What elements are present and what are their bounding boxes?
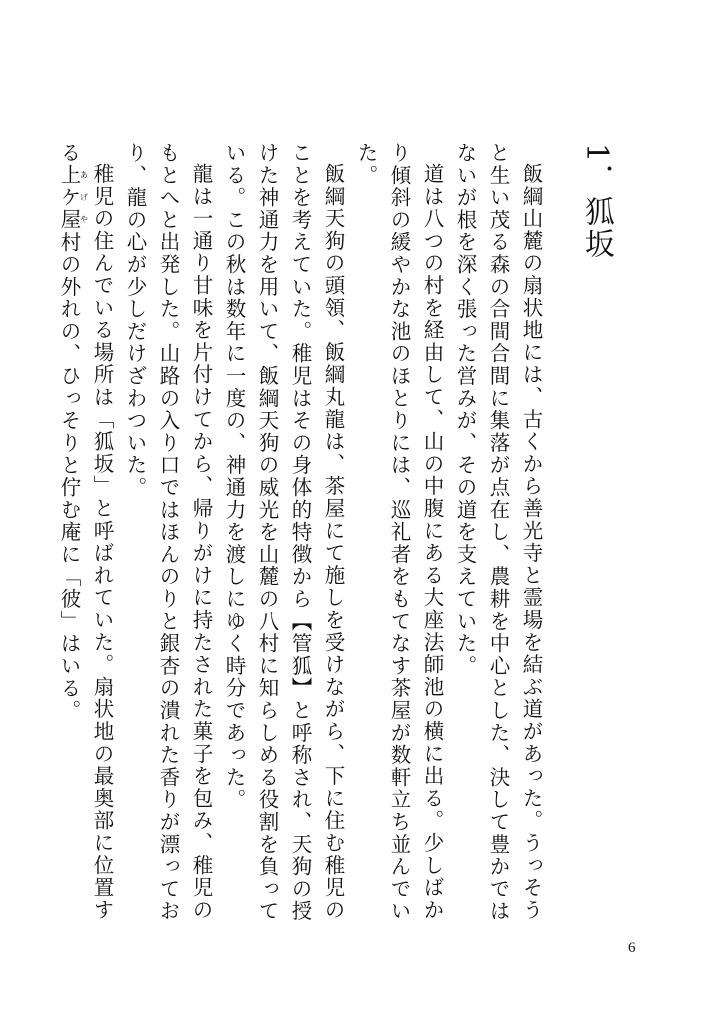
paragraph-5-end: 村の外れの、ひっそりと佇む庵に「彼」はいる。 bbox=[57, 231, 81, 722]
paragraph-5-start: 稚児の住んでいる場所は「狐坂」と呼ばれていた。扇状地の最奥部に位置する bbox=[57, 142, 114, 921]
paragraph-5 bbox=[52, 142, 118, 924]
body-text bbox=[52, 142, 547, 924]
paragraph-3: 飯綱天狗の頭領、飯綱丸龍は、茶屋にて施しを受けながら、下に住む稚児のことを考えていた。稚児はその身体的特徴から【管狐】と呼称され、天狗の授けた神通力を用いて、飯綱天狗の威光を山麓の八村に知らしめる役割を負っている。この秋は数年に一度の、神通力を渡しにゆく時分であった。 bbox=[222, 142, 345, 923]
paragraph-1: 飯綱山麓の扇状地には、古くから善光寺と霊場を結ぶ道があった。うっそうと生い茂る森の合間合間に集落が点在し、農耕を中心とした、決して豊かではないが根を深く張った営みが、その道を支えていた。 bbox=[453, 142, 543, 923]
ruby-reading: あげや bbox=[79, 164, 89, 232]
paragraph-4: 龍は一通り甘味を片付けてから、帰りがけに持たされた菓子を包み、稚児のもとへと出発した。山路の入り口ではほんのりと銀杏の潰れた香りが漂っており、龍の心が少しだけざわついた。 bbox=[123, 142, 213, 923]
ruby-base: 上ケ屋 bbox=[57, 164, 81, 232]
ruby-place-name bbox=[57, 164, 89, 232]
chapter-title: 1．狐坂 bbox=[578, 143, 614, 261]
paragraph-2: 道は八つの村を経由して、山の中腹にある大座法師池の横に出る。少しばかり傾斜の緩やかな池のほとりには、巡礼者をもてなす茶屋が数軒立ち並んでいた。 bbox=[354, 142, 444, 923]
page-number: 6 bbox=[628, 940, 636, 956]
